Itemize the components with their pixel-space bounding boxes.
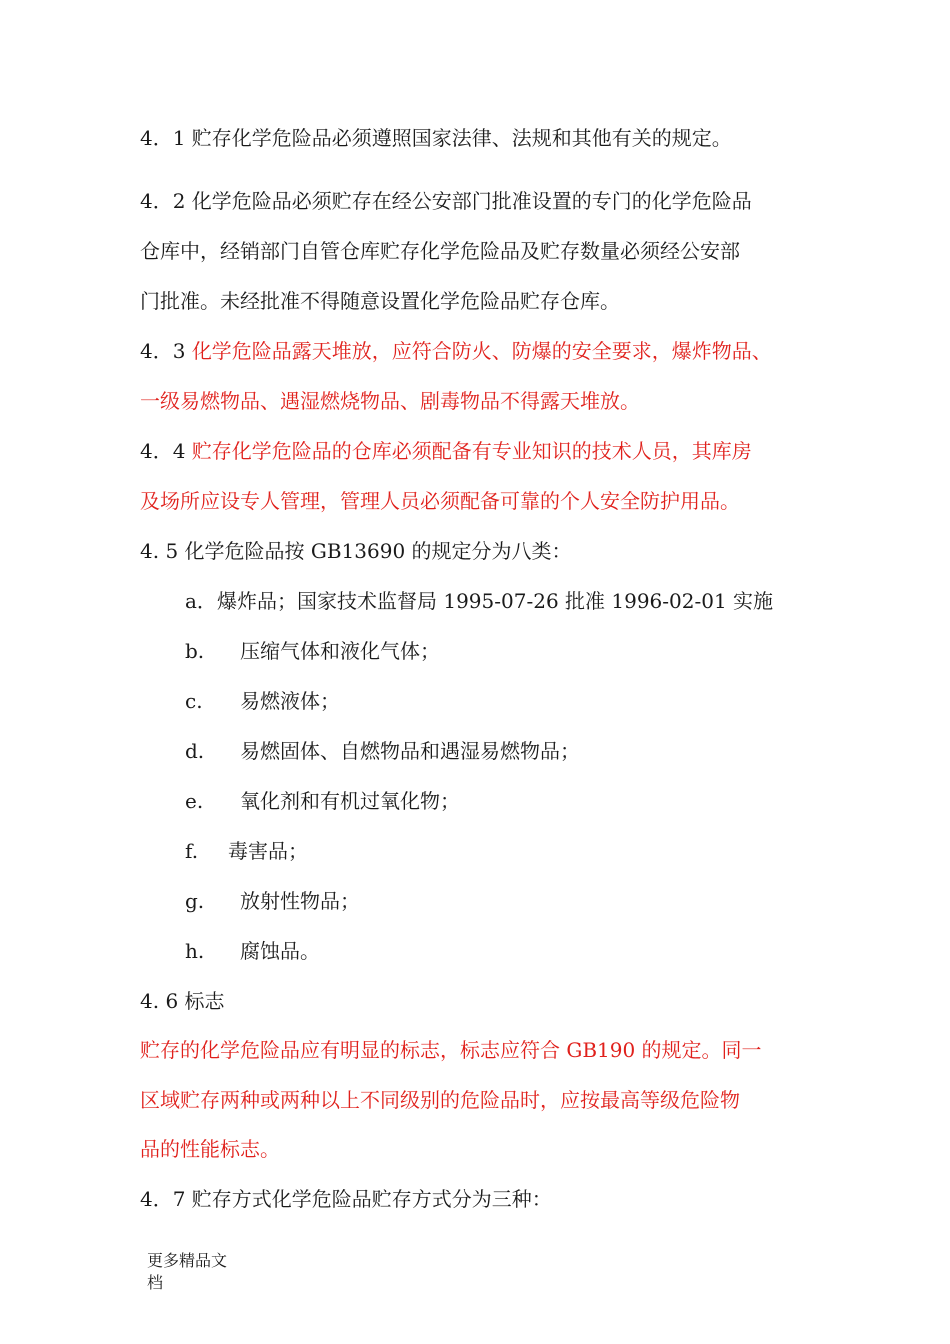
class-item-label: c.: [185, 689, 203, 713]
clause-4-6-line-3: 品的性能标志。: [140, 1137, 280, 1161]
class-item-text: 氧化剂和有机过氧化物；: [240, 789, 460, 813]
clause-4-2-line-2: 仓库中，经销部门自管仓库贮存化学危险品及贮存数量必须经公安部: [140, 239, 740, 263]
class-item-label: g.: [185, 889, 205, 913]
footer-note: [147, 1250, 247, 1294]
clause-4-7: 4．7 贮存方式化学危险品贮存方式分为三种：: [140, 1187, 552, 1211]
clause-4-1: 4．1 贮存化学危险品必须遵照国家法律、法规和其他有关的规定。: [140, 126, 732, 150]
clause-4-4-line-2: 及场所应设专人管理，管理人员必须配备可靠的个人安全防护用品。: [140, 489, 740, 513]
clause-4-3-line-1: [140, 337, 772, 365]
class-item-label: h.: [185, 939, 205, 963]
class-item-text: 爆炸品；国家技术监督局 1995-07-26 批准 1996-02-01 实施: [217, 589, 774, 613]
clause-4-5: 4. 5 化学危险品按 GB13690 的规定分为八类：: [140, 539, 572, 563]
clause-4-6-line-2: 区域贮存两种或两种以上不同级别的危险品时，应按最高等级危险物: [140, 1088, 740, 1112]
class-item-label: b.: [185, 639, 205, 663]
clause-4-6-title: 4. 6 标志: [140, 989, 225, 1013]
class-item-text: 压缩气体和液化气体；: [240, 639, 440, 663]
class-item-text: 腐蚀品。: [240, 939, 320, 963]
class-item-text: 毒害品；: [228, 839, 308, 863]
class-item-label: d.: [185, 739, 205, 763]
clause-4-2-line-3: 门批准。未经批准不得随意设置化学危险品贮存仓库。: [140, 289, 620, 313]
class-item-label: e.: [185, 789, 204, 813]
footer-line-2: 档: [147, 1273, 164, 1292]
class-item-text: 易燃固体、自燃物品和遇湿易燃物品；: [240, 739, 580, 763]
clause-4-3-line-2: 一级易燃物品、遇湿燃烧物品、剧毒物品不得露天堆放。: [140, 389, 640, 413]
clause-4-4-line-1: [140, 437, 752, 465]
clause-4-3-number: 4．3: [140, 339, 192, 363]
footer-line-1: 更多精品文: [147, 1251, 228, 1270]
class-item-label: f.: [185, 839, 199, 863]
class-item-label: a．: [185, 589, 217, 613]
clause-4-4-number: 4．4: [140, 439, 192, 463]
clause-4-4-text-1: 贮存化学危险品的仓库必须配备有专业知识的技术人员，其库房: [191, 439, 752, 463]
class-item-text: 放射性物品；: [240, 889, 360, 913]
clause-4-3-text-1: 化学危险品露天堆放，应符合防火、防爆的安全要求，爆炸物品、: [191, 339, 772, 363]
class-item-text: 易燃液体；: [240, 689, 340, 713]
clause-4-6-line-1: 贮存的化学危险品应有明显的标志，标志应符合 GB190 的规定。同一: [140, 1038, 762, 1062]
clause-4-2-line-1: 4．2 化学危险品必须贮存在经公安部门批准设置的专门的化学危险品: [140, 189, 752, 213]
